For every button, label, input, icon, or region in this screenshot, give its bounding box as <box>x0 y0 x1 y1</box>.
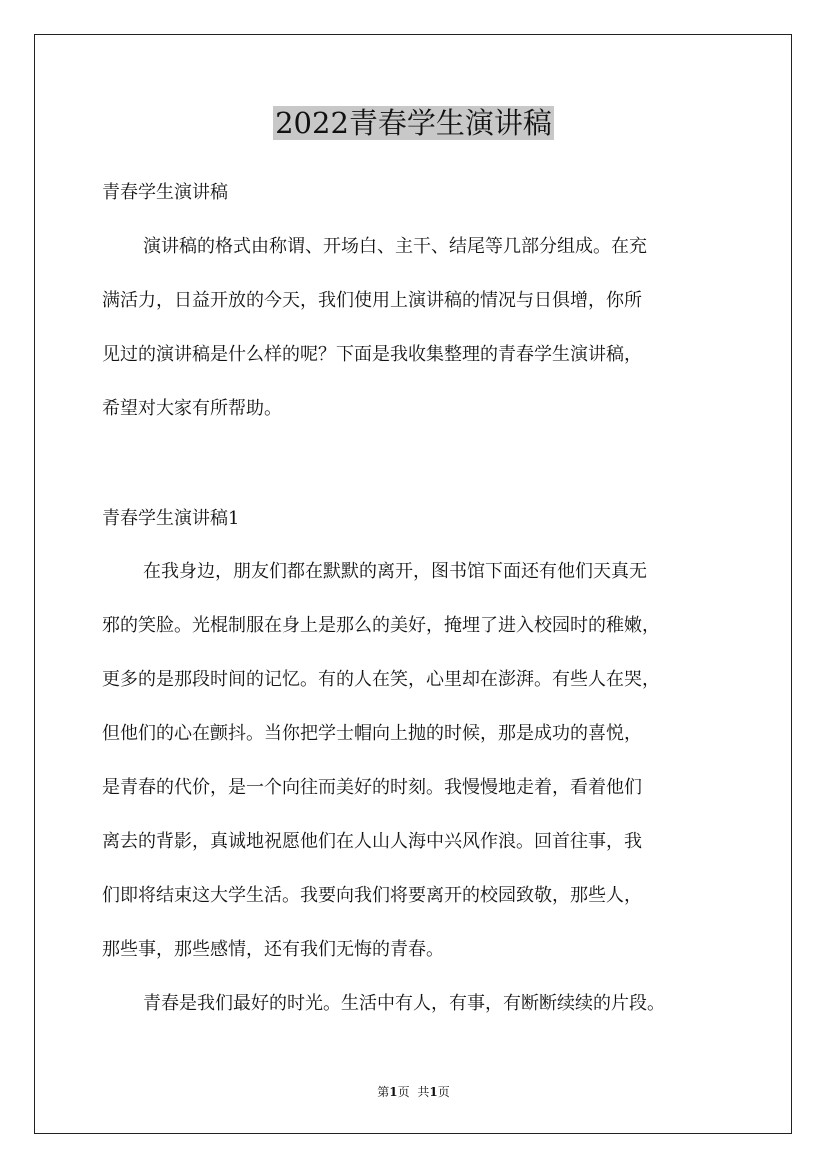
footer-total-prefix: 共 <box>417 1085 430 1099</box>
document-title <box>0 103 827 143</box>
footer-page-number: 1 <box>389 1085 398 1099</box>
intro-line: 希望对大家有所帮助。 <box>102 398 282 419</box>
intro-paragraph <box>102 220 742 436</box>
section1-line: 但他们的心在颤抖。当你把学士帽向上抛的时候，那是成功的喜悦， <box>102 723 642 744</box>
document-title-text: 2022青春学生演讲稿 <box>275 106 552 140</box>
intro-line: 演讲稿的格式由称谓、开场白、主干、结尾等几部分组成。在充 <box>143 236 647 257</box>
footer-total-suffix: 页 <box>437 1085 450 1099</box>
page-footer <box>0 1084 827 1100</box>
footer-page-suffix: 页 <box>397 1085 410 1099</box>
section1-paragraph <box>102 545 742 977</box>
section1-line: 更多的是那段时间的记忆。有的人在笑，心里却在澎湃。有些人在哭， <box>102 669 660 690</box>
section1-line: 在我身边，朋友们都在默默的离开，图书馆下面还有他们天真无 <box>143 561 647 582</box>
footer-prefix: 第 <box>377 1085 390 1099</box>
section1-line: 离去的背影，真诚地祝愿他们在人山人海中兴风作浪。回首往事，我 <box>102 831 642 852</box>
section1-line: 们即将结束这大学生活。我要向我们将要离开的校园致敬，那些人， <box>102 885 642 906</box>
section1-line: 那些事，那些感情，还有我们无悔的青春。 <box>102 939 444 960</box>
section1-line: 青春是我们最好的时光。生活中有人，有事，有断断续续的片段。 <box>143 993 665 1014</box>
section1-paragraph-2 <box>102 977 742 1031</box>
section1-line: 是青春的代价，是一个向往而美好的时刻。我慢慢地走着，看着他们 <box>102 777 642 798</box>
intro-line: 见过的演讲稿是什么样的呢？下面是我收集整理的青春学生演讲稿， <box>102 344 642 365</box>
section1-line: 邪的笑脸。光棍制服在身上是那么的美好，掩埋了进入校园时的稚嫩， <box>102 615 660 636</box>
section1-heading: 青春学生演讲稿1 <box>102 508 240 529</box>
footer-total-pages: 1 <box>429 1085 438 1099</box>
intro-line: 满活力，日益开放的今天，我们使用上演讲稿的情况与日俱增，你所 <box>102 290 642 311</box>
intro-heading: 青春学生演讲稿 <box>102 182 228 203</box>
